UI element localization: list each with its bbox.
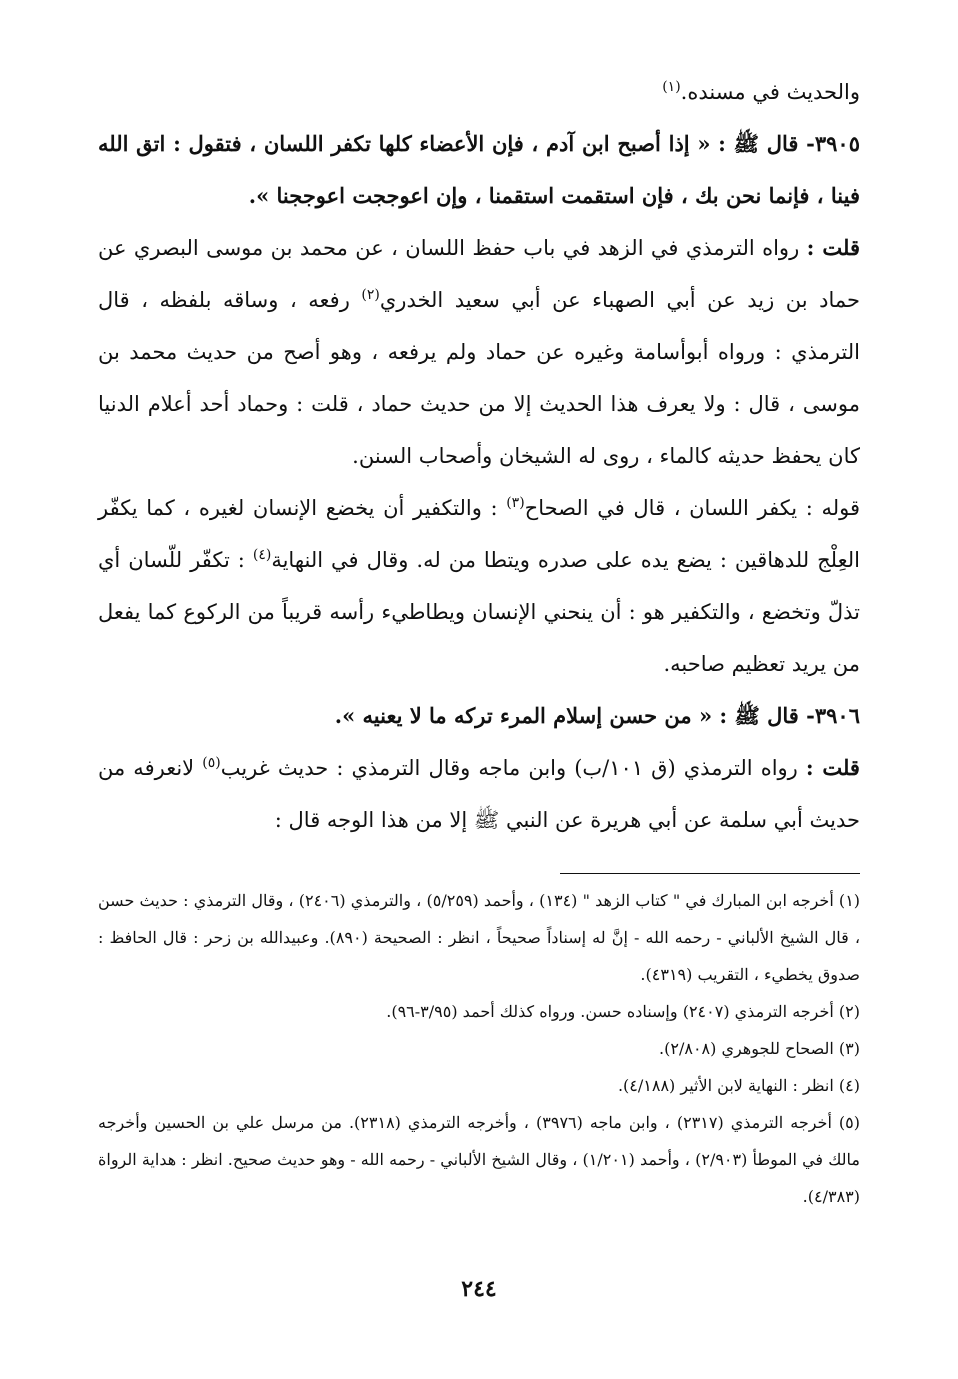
explanation-paragraph [98,482,860,690]
explanation-text-b: : والتكفير أن يخضع الإنسان لغيره ، كما يكفّر العِلْج للدهاقين : يضع يده على صدره ويتطا من له. وقال في النهاية [98,496,860,572]
hadith-3905-text: ٣٩٠٥- قال ﷺ : « إذا أصبح ابن آدم ، فإن الأعضاء كلها تكفر اللسان ، فتقول : اتق الله فينا ، فإنما نحن بك ، فإن استقمت استقمنا ، وإن اعوججت اعوججنا ». [98,131,860,208]
page-number: ٢٤٤ [461,1276,497,1302]
footnote-ref-1: (١) [662,79,681,95]
hadith-3906 [98,690,860,742]
footnote-1: (١) أخرجه ابن المبارك في " كتاب الزهد " (١٣٤) ، وأحمد (٥/٢٥٩) ، والترمذي (٢٤٠٦) ، وقال الترمذي : حديث حسن ، قال الشيخ الألباني - رحمه الله - إنَّ له إسناداً صحيحاً ، انظر : الصحيحة (٨٩٠). وعبيدالله بن زحر : قال الحافظ : صدوق يخطيء ، التقريب (٤٣١٩). [98,891,861,984]
commentary-3905 [98,222,860,482]
footnotes [98,882,860,1215]
footnote-ref-4: (٤) [252,547,272,563]
footnote-2: (٢) أخرجه الترمذي (٢٤٠٧) وإسناده حسن. ورواه كذلك أحمد (٣/٩٥-٩٦). [386,1002,860,1021]
footnote-ref-2: (٢) [361,287,380,303]
commentary-3906-text-b: لانعرفه من حديث أبي سلمة عن أبي هريرة عن النبي ﷺ إلا من هذا الوجه قال : [98,756,860,832]
commentary-lead: قلت : [806,235,860,260]
explanation-text-a: قوله : يكفر اللسان ، قال في الصحاح [524,496,860,520]
commentary-text-b: رفعه ، وساقه بلفظه ، قال الترمذي : ورواه أبوأسامة وغيره عن حماد ولم يرفعه ، وهو أصح من حديث محمد بن موسى ، قال : ولا يعرف هذا الحديث إلا من حديث حماد ، قلت : وحماد أحد أعلام الدنيا كان يحفظ حديثه كالماء ، روى له الشيخان وأصحاب السنن. [98,288,860,468]
footnote-separator [560,873,860,874]
commentary-3906 [98,742,860,846]
footnote-ref-5: (٥) [202,755,221,771]
main-text [98,66,860,846]
paragraph-intro [98,66,860,118]
commentary-3906-text-a: رواه الترمذي (ق ١٠١/ب) وابن ماجه وقال الترمذي : حديث غريب [220,756,798,780]
footnote-ref-3: (٣) [506,495,525,511]
hadith-3906-text: ٣٩٠٦- قال ﷺ : « من حسن إسلام المرء تركه ما لا يعنيه ». [334,703,860,728]
explanation-text-c: : تكفّر للّسان أي تذلّ وتخضع ، والتكفير هو : أن ينحني الإنسان ويطاطيء رأسه قريباً من الركوع كما يفعل من يريد تعظيم صاحبه. [98,548,860,676]
intro-text: والحديث في مسنده. [680,80,860,104]
footnote-3: (٣) الصحاح للجوهري (٢/٨٠٨). [659,1039,860,1058]
footnote-5: (٥) أخرجه الترمذي (٢٣١٧) ، وابن ماجه (٣٩٧٦) ، وأخرجه الترمذي (٢٣١٨). من مرسل علي بن الحسين وأخرجه مالك في الموطأ (٢/٩٠٣) ، وأحمد (١/٢٠١) ، وقال الشيخ الألباني - رحمه الله - وهو حديث صحيح. انظر : هداية الرواة (٤/٣٨٣). [98,1113,860,1206]
footnote-4: (٤) انظر : النهاية لابن الأثير (٤/١٨٨). [617,1076,860,1095]
hadith-3905 [98,118,860,222]
commentary-text-a: رواه الترمذي في الزهد في باب حفظ اللسان ، عن محمد بن موسى البصري عن حماد بن زيد عن أبي الصهباء عن أبي سعيد الخدري [98,236,860,312]
commentary-3906-lead: قلت : [805,755,860,780]
